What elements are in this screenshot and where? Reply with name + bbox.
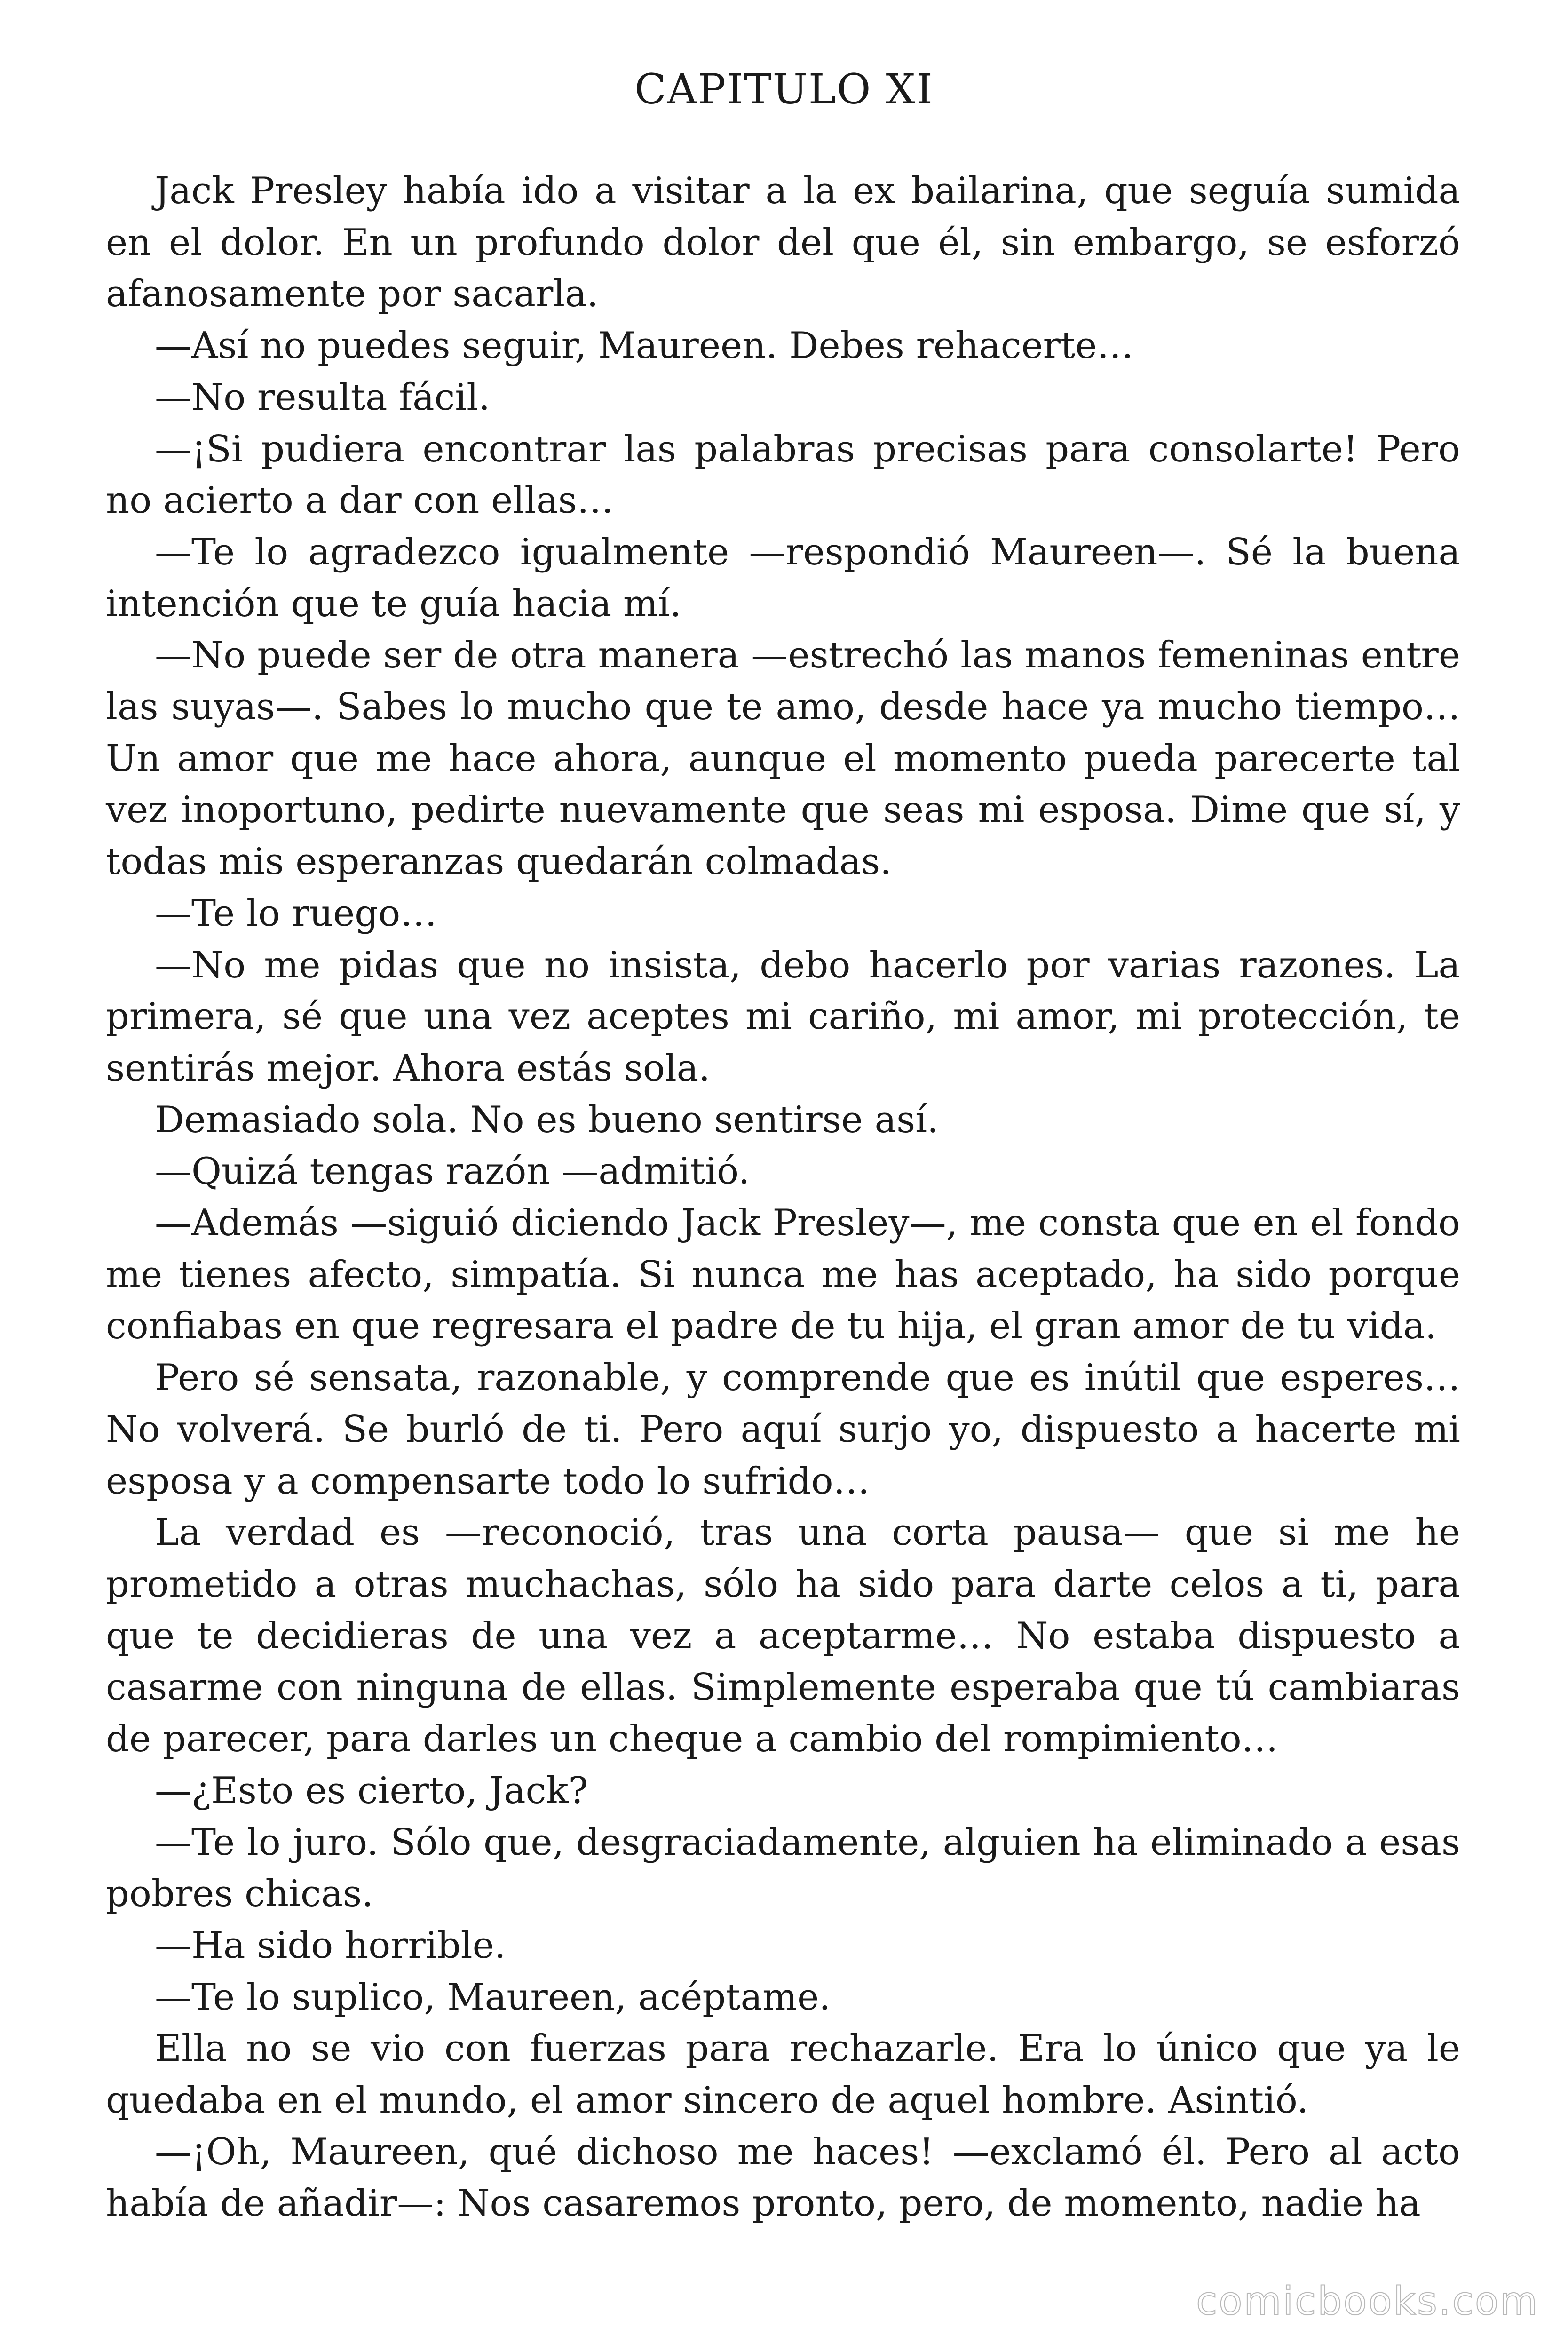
paragraph: Demasiado sola. No es bueno sentirse así.	[155, 1098, 939, 1141]
chapter-title: CAPITULO XI	[634, 65, 934, 113]
paragraph: Ella no se vio con fuerzas para rechazarle. Era lo único que ya le quedaba en el mundo, el amor sincero de aquel hombre. Asintió.	[106, 2027, 1460, 2122]
paragraph: —Te lo ruego…	[155, 892, 437, 935]
paragraph: —Quizá tengas razón —admitió.	[155, 1150, 750, 1193]
paragraph: —Te lo juro. Sólo que, desgraciadamente, alguien ha eliminado a esas pobres chicas.	[106, 1821, 1460, 1915]
paragraph: —¡Si pudiera encontrar las palabras precisas para consolarte! Pero no acierto a dar con ellas…	[106, 428, 1460, 522]
paragraph: —Te lo agradezco igualmente —respondió Maureen—. Sé la buena intención que te guía hacia mí.	[106, 531, 1460, 625]
paragraph: —Además —siguió diciendo Jack Presley—, me consta que en el fondo me tienes afecto, simpatía. Si nunca me has aceptado, ha sido porque confiabas en que regresara el padre de tu hija, el gran amor de tu vida.	[106, 1202, 1460, 1348]
paragraph: —¿Esto es cierto, Jack?	[155, 1769, 588, 1812]
paragraph: —Ha sido horrible.	[155, 1924, 506, 1967]
paragraph: Jack Presley había ido a visitar a la ex bailarina, que seguía sumida en el dolor. En un profundo dolor del que él, sin embargo, se esforzó afanosamente por sacarla.	[106, 170, 1460, 316]
chapter-body	[106, 166, 1460, 2230]
paragraph: —Así no puedes seguir, Maureen. Debes rehacerte…	[155, 325, 1134, 367]
paragraph: —¡Oh, Maureen, qué dichoso me haces! —exclamó él. Pero al acto había de añadir—: Nos casaremos pronto, pero, de momento, nadie ha	[106, 2130, 1460, 2225]
watermark: comicbooks.com	[1196, 2279, 1539, 2324]
paragraph: —No me pidas que no insista, debo hacerlo por varias razones. La primera, sé que una vez aceptes mi cariño, mi amor, mi protección, te sentirás mejor. Ahora estás sola.	[106, 944, 1460, 1089]
paragraph: —No resulta fácil.	[155, 376, 491, 419]
paragraph: La verdad es —reconoció, tras una corta pausa— que si me he prometido a otras muchachas, sólo ha sido para darte celos a ti, para que te decidieras de una vez a aceptarme… No estaba dispuesto a casarme con ninguna de ellas. Simplemente esperaba que tú cambiaras de parecer, para darles un cheque a cambio del rompimiento…	[106, 1511, 1460, 1761]
paragraph: —Te lo suplico, Maureen, acéptame.	[155, 1976, 831, 2018]
paragraph: Pero sé sensata, razonable, y comprende que es inútil que esperes… No volverá. Se burló de ti. Pero aquí surjo yo, dispuesto a hacerte mi esposa y a compensarte todo lo sufrido…	[106, 1357, 1460, 1502]
paragraph: —No puede ser de otra manera —estrechó las manos femeninas entre las suyas—. Sabes lo mucho que te amo, desde hace ya mucho tiempo… Un amor que me hace ahora, aunque el momento pueda parecerte tal vez inoportuno, pedirte nuevamente que seas mi esposa. Dime que sí, y todas mis esperanzas quedarán colmadas.	[106, 634, 1460, 883]
